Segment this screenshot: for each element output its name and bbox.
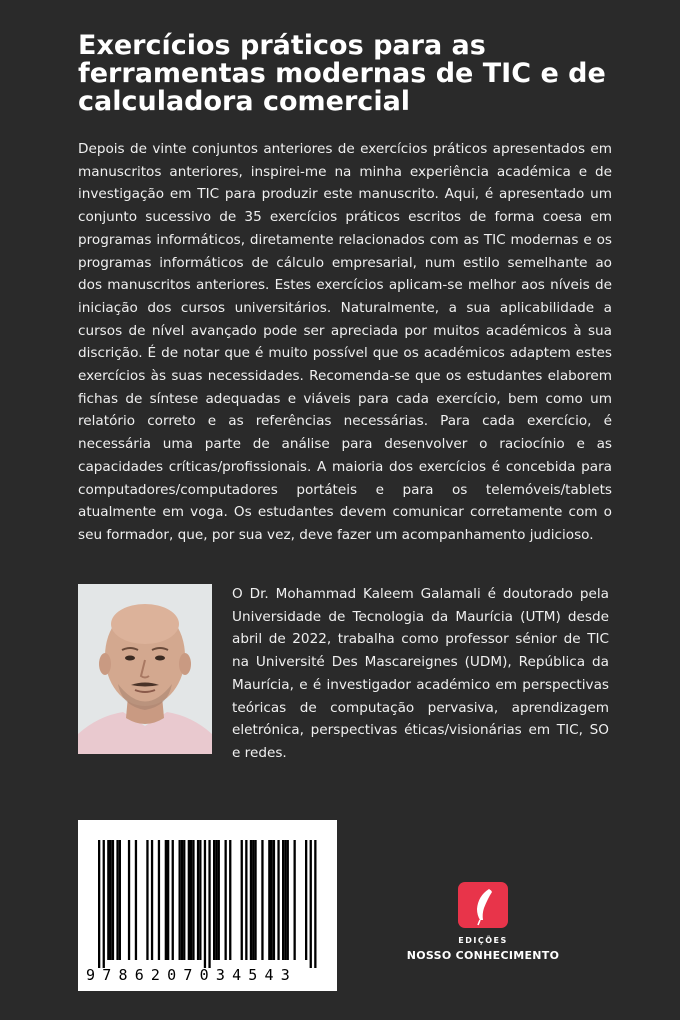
barcode-bar bbox=[112, 840, 114, 960]
barcode-bar bbox=[167, 840, 169, 960]
barcode-bar bbox=[188, 840, 190, 960]
barcode-bar bbox=[305, 840, 307, 960]
barcode-bar bbox=[179, 840, 181, 960]
barcode-bar bbox=[172, 840, 174, 960]
barcode-bar bbox=[208, 840, 210, 968]
author-photo bbox=[78, 584, 212, 754]
barcode-bar bbox=[252, 840, 254, 960]
barcode-bar bbox=[146, 840, 148, 960]
barcode-bar bbox=[192, 840, 194, 960]
book-title: Exercícios práticos para as ferramentas modernas de TIC e de calculadora comercial bbox=[78, 30, 606, 117]
publisher-small-label: EDIÇÕES bbox=[458, 936, 508, 945]
barcode-bar bbox=[261, 840, 263, 960]
barcode-bar bbox=[103, 840, 105, 968]
barcode-bar bbox=[119, 840, 121, 960]
barcode-bar bbox=[215, 840, 217, 960]
barcode-bar bbox=[294, 840, 296, 960]
barcode-bar bbox=[241, 840, 243, 960]
barcode-bar bbox=[158, 840, 160, 960]
book-description: Depois de vinte conjuntos anteriores de exercícios práticos apresentados em manuscritos anteriores, inspirei-me na minha experiência académica e de investigação em TIC para produzir este manuscrito. Aqui, é apresentado um conjunto sucessivo de 35 exercícios práticos escritos de forma coesa em programas informáticos, diretamente relacionados com as TIC modernas e os programas informáticos de cálculo empresarial, num estilo semelhante ao dos manuscritos anteriores. Estes exercícios aplicam-se melhor aos níveis de iniciação dos cursos universitários. Naturalmente, a sua aplicabilidade a cursos de nível avançado pode ser apreciada por muitos académicos à sua discrição. É de notar que é muito possível que os académicos adaptem estes exercícios às suas necessidades. Recomenda-se que os estudantes elaborem fichas de síntese adequadas e viáveis para cada exercício, bem como um relatório correto e as referências necessárias. Para cada exercício, é necessária uma parte de análise para desenvolver o raciocínio e as capacidades críticas/profissionais. A maioria dos exercícios é concebida para computadores/computadores portáteis e para os telemóveis/tablets atualmente em voga. Os estudantes devem comunicar corretamente com o seu formador, que, por sua vez, deve fazer um acompanhamento judicioso. bbox=[78, 141, 612, 543]
publisher-name: NOSSO CONHECIMENTO bbox=[406, 949, 560, 962]
barcode-bar bbox=[165, 840, 167, 960]
barcode-bar bbox=[277, 840, 279, 960]
barcode-bar bbox=[268, 840, 270, 960]
barcode-bar bbox=[282, 840, 284, 960]
feather-icon bbox=[458, 882, 508, 928]
barcode-bar bbox=[128, 840, 130, 960]
barcode-bar bbox=[273, 840, 275, 960]
barcode-bar bbox=[229, 840, 231, 960]
barcode-bar bbox=[98, 840, 100, 968]
barcode-bar bbox=[190, 840, 192, 960]
publisher-logo bbox=[458, 882, 508, 928]
barcode-bar bbox=[204, 840, 206, 968]
barcode-bar bbox=[245, 840, 247, 960]
barcode-bar bbox=[250, 840, 252, 960]
barcode-bar bbox=[314, 840, 316, 968]
barcode-bar bbox=[287, 840, 289, 960]
barcode-bar bbox=[213, 840, 215, 960]
barcode-bar bbox=[254, 840, 256, 960]
barcode-bar bbox=[271, 840, 273, 960]
barcode-bar bbox=[107, 840, 109, 960]
barcode-bar bbox=[151, 840, 153, 960]
barcode-bar bbox=[310, 840, 312, 968]
barcode-bar bbox=[181, 840, 183, 960]
isbn-barcode bbox=[78, 820, 337, 991]
barcode-bar bbox=[183, 840, 185, 960]
barcode-bar bbox=[135, 840, 137, 960]
author-bio: O Dr. Mohammad Kaleem Galamali é doutorado pela Universidade de Tecnologia da Maurícia (UTM) desde abril de 2022, trabalha como professor sénior de TIC na Université Des Mascareignes (UDM), República da Maurícia, e é investigador académico em perspectivas teóricas de computação pervasiva, aprendizagem eletrónica, perspectivas éticas/visionárias em TIC, SO e redes. bbox=[232, 586, 609, 761]
barcode-bar bbox=[110, 840, 112, 960]
barcode-bar bbox=[225, 840, 227, 960]
barcode-bar bbox=[284, 840, 286, 960]
barcode-bar bbox=[218, 840, 220, 960]
barcode-bar bbox=[197, 840, 199, 960]
isbn-number: 9786207034543 bbox=[86, 966, 297, 984]
barcode-bar bbox=[199, 840, 201, 960]
barcode-bar bbox=[116, 840, 118, 960]
